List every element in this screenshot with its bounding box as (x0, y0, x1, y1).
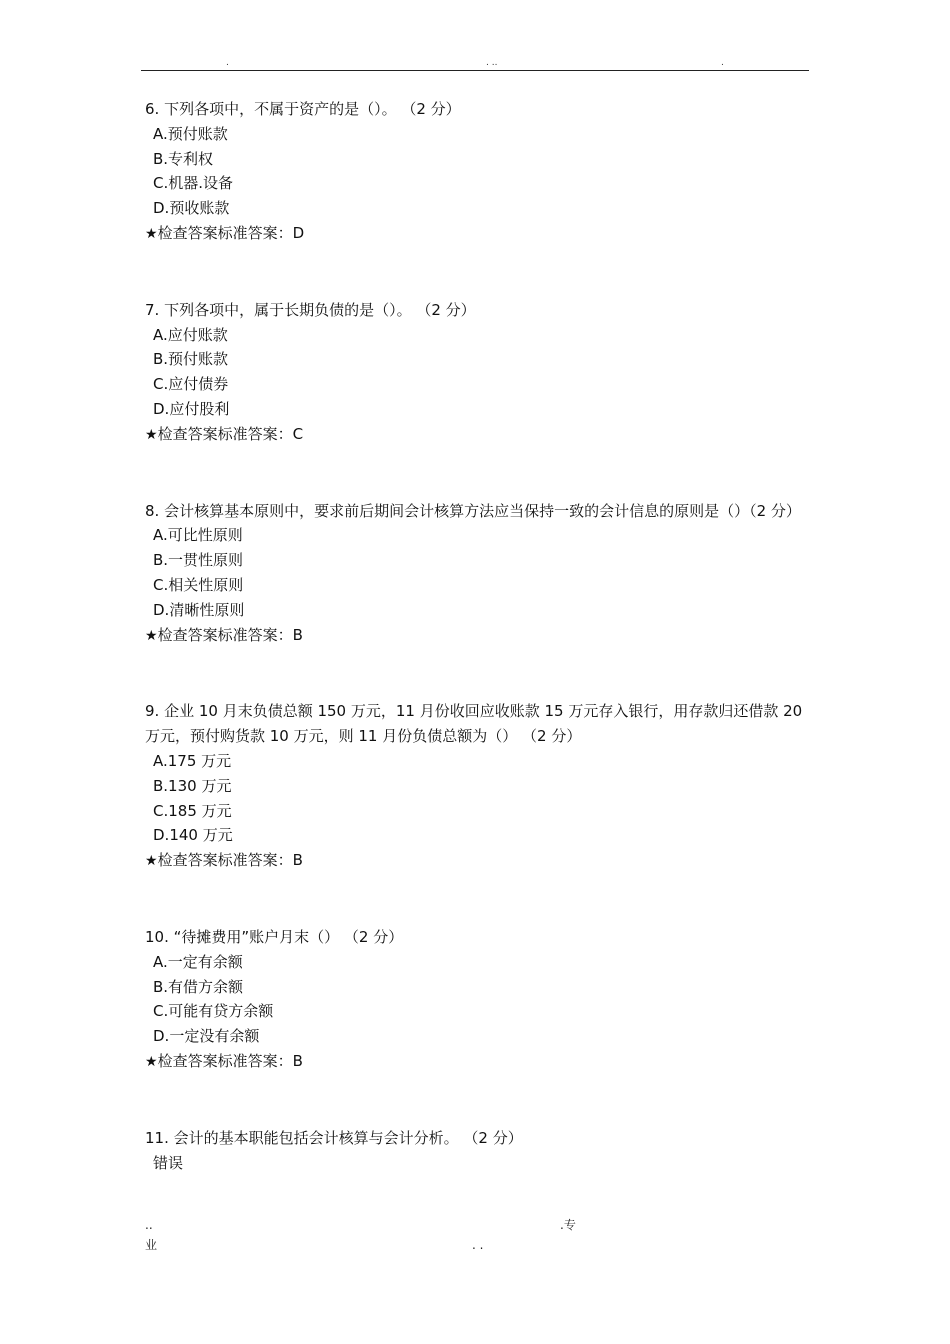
answer-option: B.专利权 (153, 149, 214, 168)
answer-option: C.相关性原则 (153, 575, 244, 594)
question-block (145, 1126, 810, 1176)
question-block (145, 699, 810, 873)
question-stem: 10. “待摊费用”账户月末（） （2 分） (145, 927, 404, 946)
standard-answer (145, 221, 810, 246)
question-block (145, 97, 810, 246)
star-icon: ★ (145, 225, 158, 242)
answer-option: B.130 万元 (153, 776, 232, 795)
footer-dots-left: .. (145, 1218, 153, 1232)
question-list (145, 97, 810, 1227)
answer-option: D.清晰性原则 (153, 600, 245, 619)
answer-option: A.应付账款 (153, 325, 228, 344)
answer-option: D.一定没有余额 (153, 1027, 260, 1046)
answer-option: B.有借方余额 (153, 977, 244, 996)
standard-answer-text: 检查答案标准答案：B (157, 851, 303, 870)
star-icon: ★ (145, 627, 158, 644)
question-block (145, 298, 810, 447)
answer-option: A.一定有余额 (153, 952, 243, 971)
standard-answer-text: 检查答案标准答案：B (157, 1051, 303, 1070)
header-mark-center: . .. (486, 58, 498, 68)
standard-answer (145, 1049, 810, 1074)
standard-answer-text: 检查答案标准答案：C (157, 424, 304, 443)
standard-answer-text: 检查答案标准答案：D (157, 223, 305, 242)
question-stem: 8. 会计核算基本原则中，要求前后期间会计核算方法应当保持一致的会计信息的原则是（）（2 分） (145, 501, 801, 520)
answer-option: C.机器.设备 (153, 174, 234, 193)
answer-option: D.应付股利 (153, 399, 230, 418)
star-icon: ★ (145, 1053, 158, 1070)
footer-text-right: .专 (560, 1218, 576, 1232)
footer-text-left: 业 (145, 1238, 158, 1252)
answer-option: A.预付账款 (153, 124, 228, 143)
answer-option: D.预收账款 (153, 199, 230, 218)
answer-option: C.应付债券 (153, 375, 229, 394)
standard-answer-text: 检查答案标准答案：B (157, 625, 303, 644)
header-rule (141, 70, 809, 71)
standard-answer (145, 422, 810, 447)
header-mark-right: . (721, 58, 724, 68)
answer-option: A.可比性原则 (153, 526, 243, 545)
standard-answer (145, 848, 810, 873)
question-stem: 9. 企业 10 月末负债总额 150 万元，11 月份收回应收账款 15 万元存入银行，用存款归还借款 20 万元，预付购货款 10 万元，则 11 月份负债总额为（） （2 分） (145, 702, 803, 746)
answer-option: B.一贯性原则 (153, 551, 244, 570)
answer-option: A.175 万元 (153, 751, 232, 770)
star-icon: ★ (145, 426, 158, 443)
question-stem: 7. 下列各项中，属于长期负债的是（）。 （2 分） (145, 300, 476, 319)
question-stem: 6. 下列各项中，不属于资产的是（）。 （2 分） (145, 100, 461, 118)
standard-answer (145, 623, 810, 648)
answer-option: C.可能有贷方余额 (153, 1002, 274, 1021)
question-stem: 11. 会计的基本职能包括会计核算与会计分析。 （2 分） (145, 1128, 523, 1147)
star-icon: ★ (145, 853, 158, 870)
footer-dots-middle: . . (472, 1238, 484, 1252)
header-mark-left: . (226, 58, 229, 68)
question-block (145, 499, 810, 648)
answer-option: C.185 万元 (153, 801, 232, 820)
answer-option: D.140 万元 (153, 826, 233, 845)
question-block (145, 925, 810, 1074)
answer-option: 错误 (153, 1153, 184, 1172)
answer-option: B.预付账款 (153, 350, 229, 369)
